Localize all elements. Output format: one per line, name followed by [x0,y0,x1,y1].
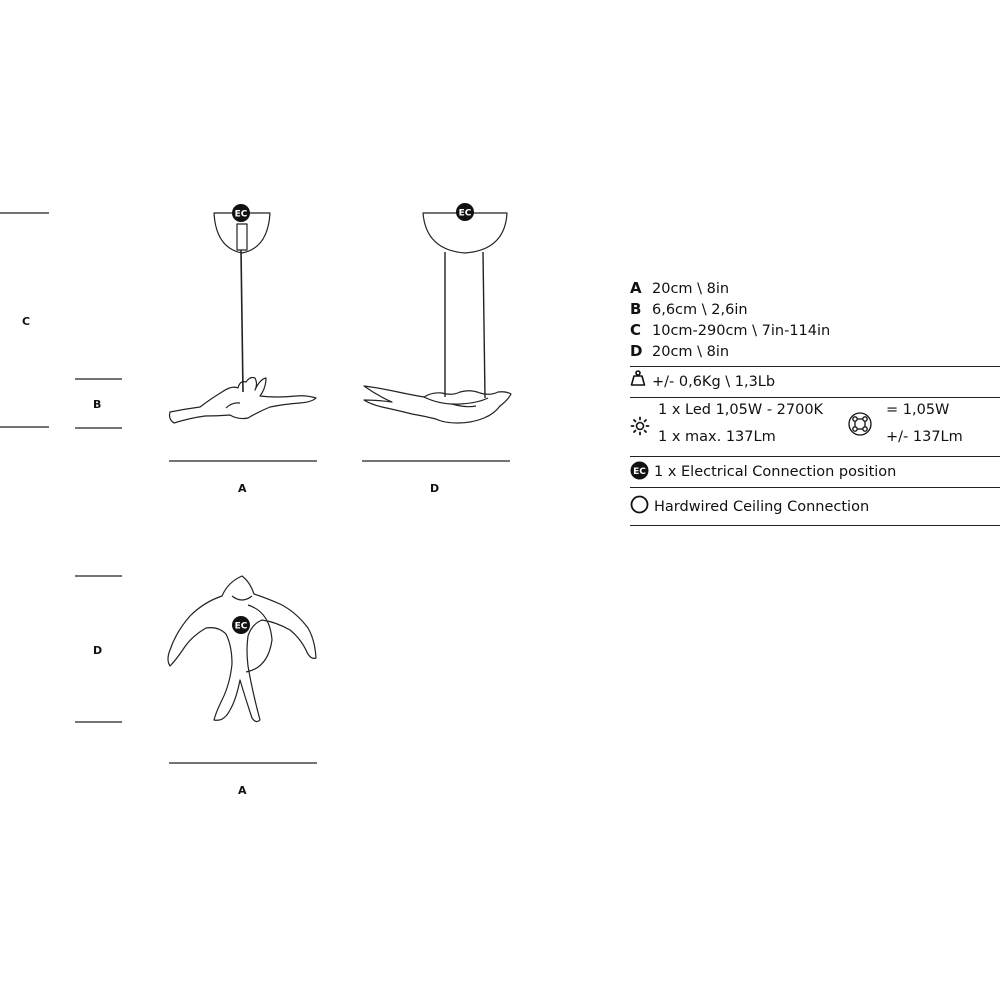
spec-dimension-letter: A [630,279,642,297]
spec-dimension-value: 10cm-290cm \ 7in-114in [652,323,831,339]
spec-dimension-a [630,278,1000,299]
spec-dimension-letter: C [630,321,642,339]
hardwired-text: Hardwired Ceiling Connection [654,498,870,515]
circle-icon [630,495,654,518]
side-cable-right [483,252,485,398]
dimension-label-d-side: D [430,482,440,495]
dimension-label-a-front: A [238,482,247,495]
top-bird [168,576,316,722]
total-lumen-text: +/- 137Lm [886,429,963,445]
sun-icon [630,416,650,440]
spec-hardwired [630,488,1000,525]
svg-text:EC: EC [458,208,472,219]
top-view [168,576,316,722]
spec-electrical-connection [630,457,1000,487]
side-ec-badge [456,203,474,221]
top-ec-badge [232,616,250,634]
total-fixture-icon [846,410,874,442]
divider [630,525,1000,526]
electrical-connection-text: 1 x Electrical Connection position [654,464,897,480]
spec-dimension-value: 20cm \ 8in [652,281,730,297]
spec-dimension-value: 20cm \ 8in [652,344,730,360]
top-canopy [246,605,272,672]
spec-light [630,398,1000,456]
dimension-label-d-left: D [93,644,103,657]
spec-dimension-c [630,320,1000,341]
side-bird [364,386,511,423]
side-view [364,213,511,423]
ec-badge-icon [630,461,654,484]
front-canopy-socket [237,224,247,250]
spec-table [630,278,1000,526]
front-cable [241,250,243,392]
svg-text:EC: EC [633,466,646,477]
total-power-text: = 1,05W [886,402,950,418]
spec-dimension-d [630,341,1000,362]
lumen-text: 1 x max. 137Lm [658,429,776,445]
spec-weight [630,367,1000,397]
spec-dimension-letter: B [630,300,642,318]
spec-weight-value: +/- 0,6Kg \ 1,3Lb [652,374,776,390]
light-source-text: 1 x Led 1,05W - 2700K [658,402,824,418]
dimension-label-a-top: A [238,784,247,797]
dimension-label-b: B [93,398,102,411]
svg-text:EC: EC [234,209,248,220]
spec-dimension-letter: D [630,342,643,360]
spec-dimension-value: 6,6cm \ 2,6in [652,302,748,318]
spec-dimension-b [630,299,1000,320]
front-ec-badge [232,204,250,222]
dimension-label-c: C [22,315,31,328]
weight-icon [630,367,652,397]
svg-text:EC: EC [234,621,248,632]
front-view [170,213,317,423]
